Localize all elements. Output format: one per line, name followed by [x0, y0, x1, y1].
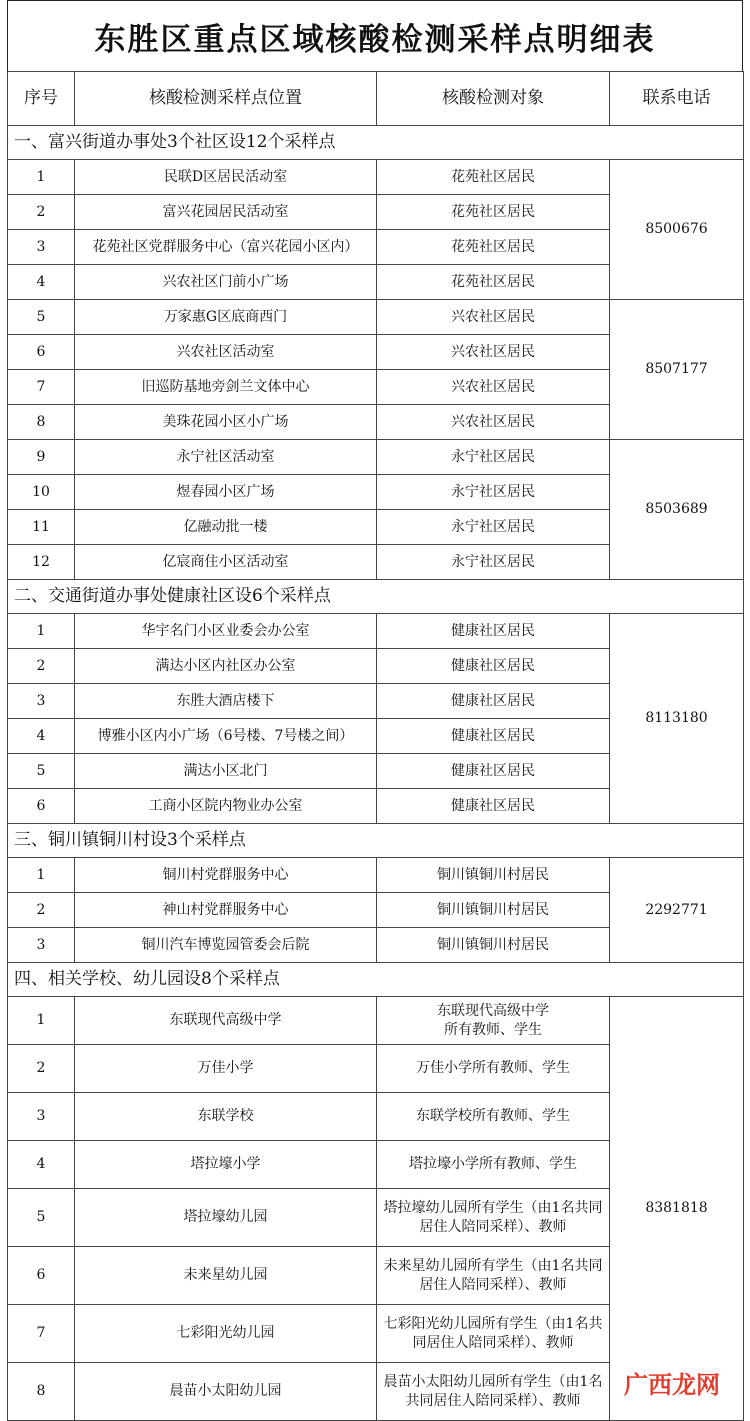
target-cell: 兴农社区居民	[377, 300, 610, 335]
header-phone: 联系电话	[610, 72, 744, 126]
serial-number-cell: 8	[8, 1363, 75, 1421]
serial-number-cell: 7	[8, 1305, 75, 1363]
target-cell: 健康社区居民	[377, 789, 610, 824]
location-cell: 万佳小学	[75, 1045, 377, 1093]
target-cell: 七彩阳光幼儿园所有学生（由1名共同居住人陪同采样）、教师	[377, 1305, 610, 1363]
table-row	[8, 300, 744, 335]
location-cell: 亿宸商住小区活动室	[75, 545, 377, 580]
serial-number-cell: 5	[8, 754, 75, 789]
page-title: 东胜区重点区域核酸检测采样点明细表	[7, 0, 743, 71]
location-cell: 永宁社区活动室	[75, 440, 377, 475]
serial-number-cell: 6	[8, 335, 75, 370]
serial-number-cell: 11	[8, 510, 75, 545]
section-header-row	[8, 126, 744, 160]
table-header-row	[8, 72, 744, 126]
serial-number-cell: 2	[8, 1045, 75, 1093]
target-cell: 万佳小学所有教师、学生	[377, 1045, 610, 1093]
header-location: 核酸检测采样点位置	[75, 72, 377, 126]
table-row	[8, 160, 744, 195]
table-row	[8, 440, 744, 475]
target-cell: 未来星幼儿园所有学生（由1名共同居住人陪同采样）、教师	[377, 1247, 610, 1305]
serial-number-cell: 2	[8, 893, 75, 928]
target-cell: 兴农社区居民	[377, 405, 610, 440]
location-cell: 花苑社区党群服务中心（富兴花园小区内）	[75, 230, 377, 265]
location-cell: 满达小区内社区办公室	[75, 649, 377, 684]
target-cell: 健康社区居民	[377, 649, 610, 684]
serial-number-cell: 4	[8, 719, 75, 754]
target-cell: 花苑社区居民	[377, 160, 610, 195]
location-cell: 富兴花园居民活动室	[75, 195, 377, 230]
target-cell: 花苑社区居民	[377, 230, 610, 265]
serial-number-cell: 10	[8, 475, 75, 510]
location-cell: 亿融动批一楼	[75, 510, 377, 545]
section-header-row	[8, 963, 744, 997]
serial-number-cell: 1	[8, 997, 75, 1045]
location-cell: 博雅小区内小广场（6号楼、7号楼之间）	[75, 719, 377, 754]
phone-cell: 8503689	[610, 440, 744, 580]
target-cell: 铜川镇铜川村居民	[377, 893, 610, 928]
phone-cell: 8500676	[610, 160, 744, 300]
target-cell: 健康社区居民	[377, 614, 610, 649]
location-cell: 工商小区院内物业办公室	[75, 789, 377, 824]
location-cell: 铜川村党群服务中心	[75, 858, 377, 893]
serial-number-cell: 3	[8, 1093, 75, 1141]
watermark-logo: 广西龙网	[624, 1371, 720, 1399]
target-cell: 东联现代高级中学 所有教师、学生	[377, 997, 610, 1045]
serial-number-cell: 7	[8, 370, 75, 405]
target-cell: 永宁社区居民	[377, 510, 610, 545]
serial-number-cell: 9	[8, 440, 75, 475]
location-cell: 塔拉壕幼儿园	[75, 1189, 377, 1247]
sampling-points-table	[7, 71, 744, 1421]
target-cell: 铜川镇铜川村居民	[377, 928, 610, 963]
section-title: 一、富兴街道办事处3个社区设12个采样点	[8, 126, 744, 160]
table-row	[8, 997, 744, 1045]
target-cell: 永宁社区居民	[377, 440, 610, 475]
serial-number-cell: 2	[8, 195, 75, 230]
table-row	[8, 614, 744, 649]
serial-number-cell: 8	[8, 405, 75, 440]
section-title: 三、铜川镇铜川村设3个采样点	[8, 824, 744, 858]
location-cell: 万家惠G区底商西门	[75, 300, 377, 335]
serial-number-cell: 6	[8, 789, 75, 824]
target-cell: 花苑社区居民	[377, 265, 610, 300]
header-serial-number: 序号	[8, 72, 75, 126]
location-cell: 七彩阳光幼儿园	[75, 1305, 377, 1363]
location-cell: 塔拉壕小学	[75, 1141, 377, 1189]
location-cell: 未来星幼儿园	[75, 1247, 377, 1305]
serial-number-cell: 5	[8, 1189, 75, 1247]
table-row	[8, 858, 744, 893]
target-cell: 花苑社区居民	[377, 195, 610, 230]
section-title: 二、交通街道办事处健康社区设6个采样点	[8, 580, 744, 614]
target-cell: 健康社区居民	[377, 719, 610, 754]
serial-number-cell: 4	[8, 265, 75, 300]
serial-number-cell: 2	[8, 649, 75, 684]
section-header-row	[8, 824, 744, 858]
location-cell: 华宇名门小区业委会办公室	[75, 614, 377, 649]
location-cell: 满达小区北门	[75, 754, 377, 789]
header-target: 核酸检测对象	[377, 72, 610, 126]
document-sheet	[7, 0, 743, 1421]
target-cell: 铜川镇铜川村居民	[377, 858, 610, 893]
location-cell: 东联学校	[75, 1093, 377, 1141]
location-cell: 兴农社区活动室	[75, 335, 377, 370]
serial-number-cell: 1	[8, 858, 75, 893]
serial-number-cell: 1	[8, 160, 75, 195]
location-cell: 美珠花园小区小广场	[75, 405, 377, 440]
serial-number-cell: 3	[8, 230, 75, 265]
serial-number-cell: 1	[8, 614, 75, 649]
target-cell: 永宁社区居民	[377, 545, 610, 580]
phone-cell: 2292771	[610, 858, 744, 963]
table-body	[8, 126, 744, 1421]
location-cell: 铜川汽车博览园管委会后院	[75, 928, 377, 963]
location-cell: 神山村党群服务中心	[75, 893, 377, 928]
target-cell: 晨苗小太阳幼儿园所有学生（由1名共同居住人陪同采样）、教师	[377, 1363, 610, 1421]
location-cell: 东胜大酒店楼下	[75, 684, 377, 719]
target-cell: 永宁社区居民	[377, 475, 610, 510]
serial-number-cell: 3	[8, 928, 75, 963]
location-cell: 煜春园小区广场	[75, 475, 377, 510]
serial-number-cell: 12	[8, 545, 75, 580]
target-cell: 塔拉壕幼儿园所有学生（由1名共同居住人陪同采样）、教师	[377, 1189, 610, 1247]
location-cell: 东联现代高级中学	[75, 997, 377, 1045]
target-cell: 兴农社区居民	[377, 370, 610, 405]
section-header-row	[8, 580, 744, 614]
serial-number-cell: 6	[8, 1247, 75, 1305]
target-cell: 东联学校所有教师、学生	[377, 1093, 610, 1141]
serial-number-cell: 5	[8, 300, 75, 335]
target-cell: 兴农社区居民	[377, 335, 610, 370]
location-cell: 晨苗小太阳幼儿园	[75, 1363, 377, 1421]
phone-cell: 8113180	[610, 614, 744, 824]
serial-number-cell: 4	[8, 1141, 75, 1189]
target-cell: 塔拉壕小学所有教师、学生	[377, 1141, 610, 1189]
target-cell: 健康社区居民	[377, 684, 610, 719]
phone-cell: 8381818	[610, 997, 744, 1421]
phone-cell: 8507177	[610, 300, 744, 440]
target-cell: 健康社区居民	[377, 754, 610, 789]
section-title: 四、相关学校、幼儿园设8个采样点	[8, 963, 744, 997]
location-cell: 兴农社区门前小广场	[75, 265, 377, 300]
serial-number-cell: 3	[8, 684, 75, 719]
location-cell: 民联D区居民活动室	[75, 160, 377, 195]
location-cell: 旧巡防基地旁剑兰文体中心	[75, 370, 377, 405]
